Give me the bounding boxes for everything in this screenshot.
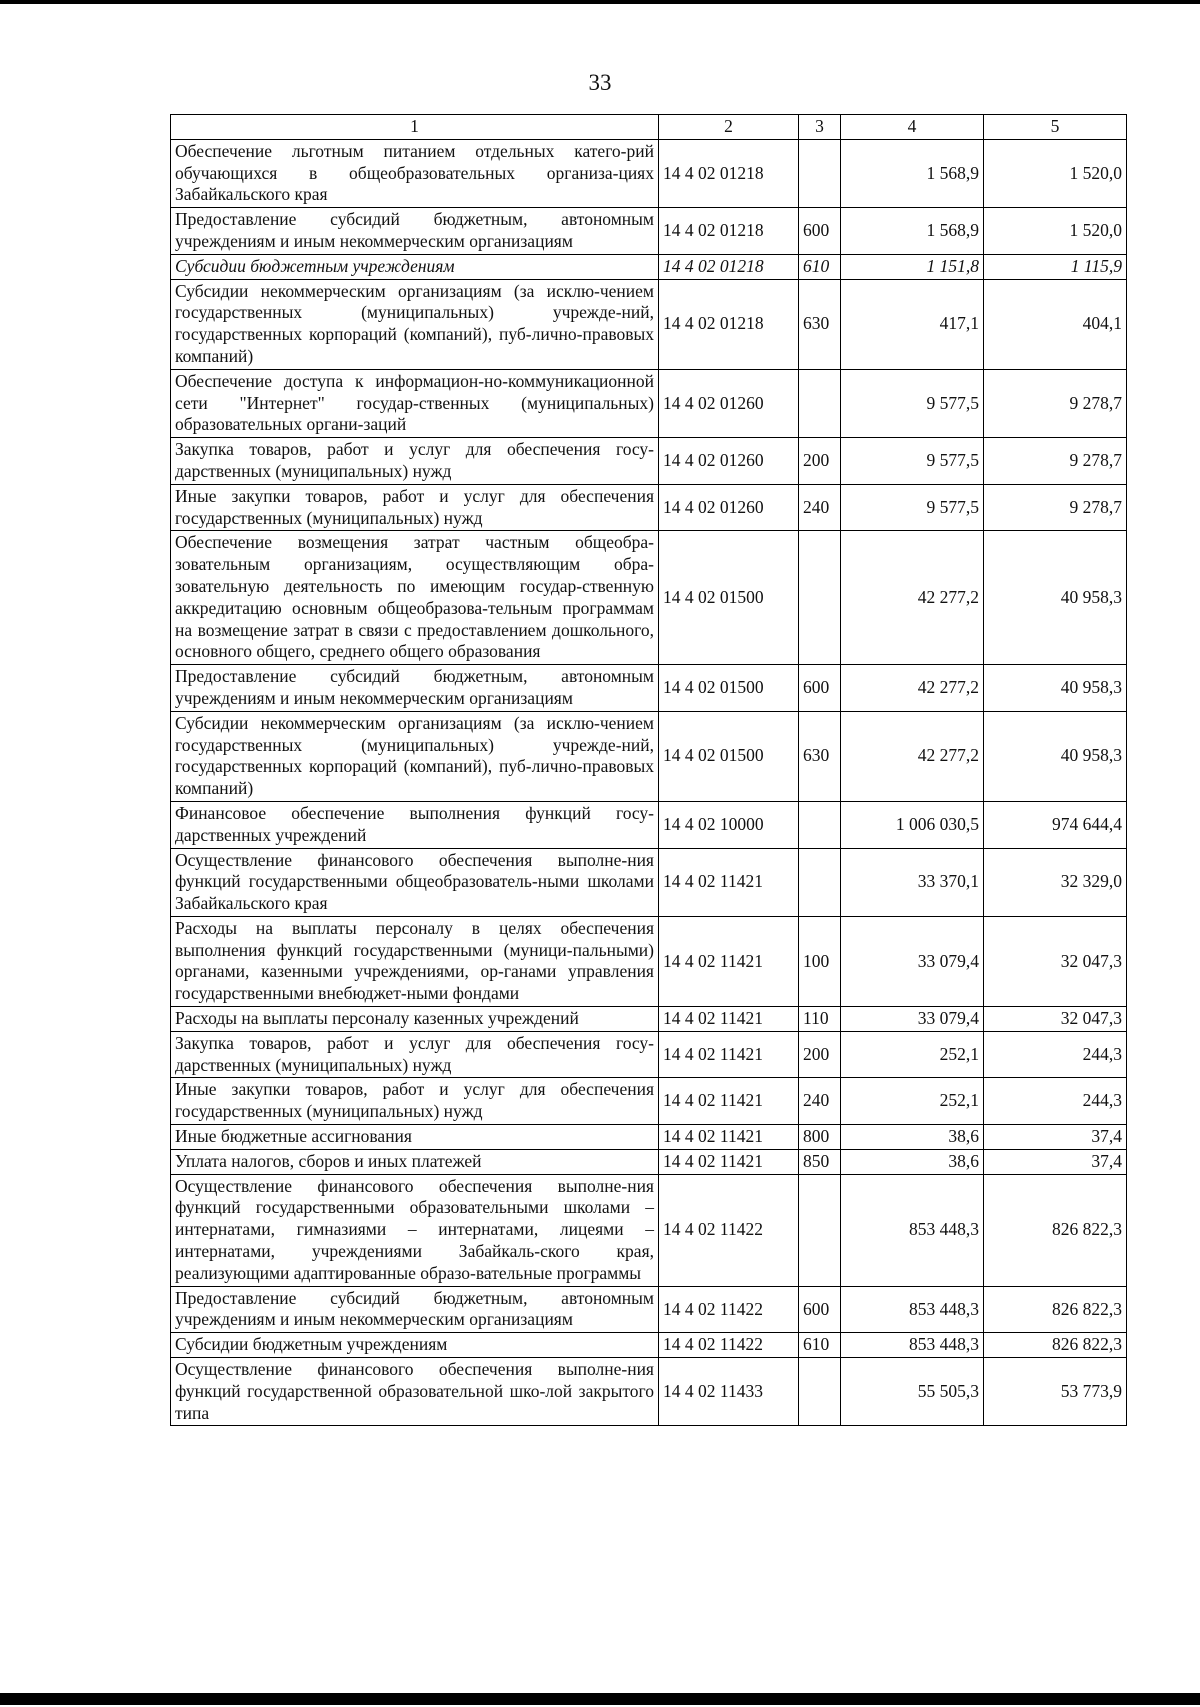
row-code-cell: 14 4 02 11421 bbox=[659, 1007, 799, 1032]
row-amount-col4-cell: 9 577,5 bbox=[841, 369, 984, 437]
table-row bbox=[171, 665, 1127, 712]
table-row bbox=[171, 531, 1127, 665]
row-code-cell: 14 4 02 11421 bbox=[659, 1125, 799, 1150]
top-edge-rule bbox=[0, 0, 1200, 4]
row-name-cell: Субсидии бюджетным учреждениям bbox=[171, 254, 659, 279]
row-expense-type-cell bbox=[799, 139, 841, 207]
row-name-cell: Субсидии некоммерческим организациям (за исклю-чением государственных (муниципальных) учрежде-ний, государственных корпораций (компаний), пуб-лично-правовых компаний) bbox=[171, 711, 659, 801]
column-header-5: 5 bbox=[984, 115, 1127, 140]
row-amount-col4-cell: 1 006 030,5 bbox=[841, 801, 984, 848]
row-amount-col4-cell: 1 568,9 bbox=[841, 208, 984, 255]
table-row bbox=[171, 848, 1127, 916]
table-row bbox=[171, 1149, 1127, 1174]
row-name-cell: Осуществление финансового обеспечения выполне-ния функций государственной образовательной шко-лой закрытого типа bbox=[171, 1358, 659, 1426]
row-amount-col5-cell: 826 822,3 bbox=[984, 1286, 1127, 1333]
row-amount-col4-cell: 42 277,2 bbox=[841, 711, 984, 801]
row-code-cell: 14 4 02 11421 bbox=[659, 1031, 799, 1078]
row-amount-col4-cell: 252,1 bbox=[841, 1078, 984, 1125]
row-expense-type-cell: 110 bbox=[799, 1007, 841, 1032]
row-amount-col5-cell: 826 822,3 bbox=[984, 1333, 1127, 1358]
table-row bbox=[171, 254, 1127, 279]
table-row bbox=[171, 1333, 1127, 1358]
row-name-cell: Уплата налогов, сборов и иных платежей bbox=[171, 1149, 659, 1174]
row-expense-type-cell: 610 bbox=[799, 254, 841, 279]
row-code-cell: 14 4 02 11421 bbox=[659, 1149, 799, 1174]
row-name-cell: Закупка товаров, работ и услуг для обеспечения госу-дарственных (муниципальных) нужд bbox=[171, 438, 659, 485]
row-code-cell: 14 4 02 11421 bbox=[659, 848, 799, 916]
row-expense-type-cell: 240 bbox=[799, 1078, 841, 1125]
row-code-cell: 14 4 02 11422 bbox=[659, 1333, 799, 1358]
row-amount-col4-cell: 55 505,3 bbox=[841, 1358, 984, 1426]
row-code-cell: 14 4 02 11421 bbox=[659, 1078, 799, 1125]
row-expense-type-cell: 800 bbox=[799, 1125, 841, 1150]
row-name-cell: Расходы на выплаты персоналу казенных учреждений bbox=[171, 1007, 659, 1032]
row-code-cell: 14 4 02 11433 bbox=[659, 1358, 799, 1426]
row-name-cell: Предоставление субсидий бюджетным, автономным учреждениям и иным некоммерческим организациям bbox=[171, 665, 659, 712]
table-row bbox=[171, 208, 1127, 255]
row-name-cell: Осуществление финансового обеспечения выполне-ния функций государственными образовательными школами – интернатами, гимназиями – интернатами, лицеями – интернатами, учреждениями Забайкаль-ского края, реализующими адаптированные образо-вательные программы bbox=[171, 1174, 659, 1286]
row-expense-type-cell bbox=[799, 801, 841, 848]
table-row bbox=[171, 369, 1127, 437]
row-amount-col5-cell: 32 047,3 bbox=[984, 916, 1127, 1006]
row-amount-col4-cell: 853 448,3 bbox=[841, 1174, 984, 1286]
row-code-cell: 14 4 02 11421 bbox=[659, 916, 799, 1006]
table-row bbox=[171, 1286, 1127, 1333]
row-name-cell: Расходы на выплаты персоналу в целях обеспечения выполнения функций государственными (муници-пальными) органами, казенными учреждениями, ор-ганами управления государственными внебюджет-ными фондами bbox=[171, 916, 659, 1006]
row-expense-type-cell: 630 bbox=[799, 711, 841, 801]
row-code-cell: 14 4 02 01260 bbox=[659, 484, 799, 531]
row-amount-col4-cell: 42 277,2 bbox=[841, 531, 984, 665]
row-code-cell: 14 4 02 01218 bbox=[659, 208, 799, 255]
row-amount-col5-cell: 37,4 bbox=[984, 1125, 1127, 1150]
table-row bbox=[171, 484, 1127, 531]
row-code-cell: 14 4 02 01218 bbox=[659, 279, 799, 369]
row-amount-col4-cell: 33 370,1 bbox=[841, 848, 984, 916]
row-expense-type-cell: 610 bbox=[799, 1333, 841, 1358]
row-name-cell: Предоставление субсидий бюджетным, автономным учреждениям и иным некоммерческим организациям bbox=[171, 1286, 659, 1333]
row-expense-type-cell: 200 bbox=[799, 438, 841, 485]
bottom-edge-rule bbox=[0, 1693, 1200, 1705]
row-amount-col5-cell: 32 329,0 bbox=[984, 848, 1127, 916]
row-name-cell: Иные закупки товаров, работ и услуг для обеспечения государственных (муниципальных) нужд bbox=[171, 484, 659, 531]
column-header-2: 2 bbox=[659, 115, 799, 140]
row-name-cell: Обеспечение доступа к информацион-но-коммуникационной сети "Интернет" государ-ственных (муниципальных) образовательных органи-заций bbox=[171, 369, 659, 437]
row-amount-col4-cell: 417,1 bbox=[841, 279, 984, 369]
row-amount-col5-cell: 9 278,7 bbox=[984, 438, 1127, 485]
column-header-3: 3 bbox=[799, 115, 841, 140]
table-row bbox=[171, 1078, 1127, 1125]
table-row bbox=[171, 1007, 1127, 1032]
row-expense-type-cell: 100 bbox=[799, 916, 841, 1006]
budget-table bbox=[170, 114, 1127, 1426]
row-expense-type-cell bbox=[799, 1358, 841, 1426]
table-row bbox=[171, 1031, 1127, 1078]
table-row bbox=[171, 711, 1127, 801]
row-expense-type-cell: 600 bbox=[799, 665, 841, 712]
row-name-cell: Иные закупки товаров, работ и услуг для обеспечения государственных (муниципальных) нужд bbox=[171, 1078, 659, 1125]
row-amount-col4-cell: 252,1 bbox=[841, 1031, 984, 1078]
table-row bbox=[171, 139, 1127, 207]
row-amount-col4-cell: 9 577,5 bbox=[841, 438, 984, 485]
row-amount-col5-cell: 826 822,3 bbox=[984, 1174, 1127, 1286]
table-row bbox=[171, 1358, 1127, 1426]
row-amount-col5-cell: 1 520,0 bbox=[984, 208, 1127, 255]
row-amount-col4-cell: 33 079,4 bbox=[841, 916, 984, 1006]
row-amount-col5-cell: 53 773,9 bbox=[984, 1358, 1127, 1426]
page-number: 33 bbox=[588, 70, 612, 95]
row-expense-type-cell bbox=[799, 1174, 841, 1286]
row-expense-type-cell: 200 bbox=[799, 1031, 841, 1078]
row-expense-type-cell: 600 bbox=[799, 208, 841, 255]
table-row bbox=[171, 916, 1127, 1006]
row-code-cell: 14 4 02 01500 bbox=[659, 711, 799, 801]
row-expense-type-cell: 630 bbox=[799, 279, 841, 369]
row-name-cell: Финансовое обеспечение выполнения функций госу-дарственных учреждений bbox=[171, 801, 659, 848]
row-expense-type-cell bbox=[799, 531, 841, 665]
row-code-cell: 14 4 02 10000 bbox=[659, 801, 799, 848]
row-code-cell: 14 4 02 01218 bbox=[659, 139, 799, 207]
row-amount-col4-cell: 42 277,2 bbox=[841, 665, 984, 712]
row-amount-col4-cell: 38,6 bbox=[841, 1149, 984, 1174]
row-name-cell: Обеспечение льготным питанием отдельных катего-рий обучающихся в общеобразовательных организа-циях Забайкальского края bbox=[171, 139, 659, 207]
row-amount-col4-cell: 33 079,4 bbox=[841, 1007, 984, 1032]
row-amount-col5-cell: 244,3 bbox=[984, 1078, 1127, 1125]
row-amount-col5-cell: 40 958,3 bbox=[984, 531, 1127, 665]
row-expense-type-cell bbox=[799, 369, 841, 437]
row-amount-col5-cell: 1 520,0 bbox=[984, 139, 1127, 207]
table-row bbox=[171, 1125, 1127, 1150]
row-expense-type-cell bbox=[799, 848, 841, 916]
row-amount-col4-cell: 853 448,3 bbox=[841, 1333, 984, 1358]
table-row bbox=[171, 279, 1127, 369]
row-name-cell: Субсидии бюджетным учреждениям bbox=[171, 1333, 659, 1358]
row-name-cell: Обеспечение возмещения затрат частным общеобра-зовательным организациям, осуществляющим обра-зовательную деятельность по имеющим государ-ственную аккредитацию основным общеобразова-тельным программам на возмещение затрат в связи с предоставлением дошкольного, основного общего, среднего общего образования bbox=[171, 531, 659, 665]
row-amount-col5-cell: 974 644,4 bbox=[984, 801, 1127, 848]
table-row bbox=[171, 801, 1127, 848]
row-amount-col5-cell: 32 047,3 bbox=[984, 1007, 1127, 1032]
table-header-row bbox=[171, 115, 1127, 140]
row-amount-col4-cell: 38,6 bbox=[841, 1125, 984, 1150]
row-amount-col4-cell: 1 151,8 bbox=[841, 254, 984, 279]
row-amount-col5-cell: 40 958,3 bbox=[984, 711, 1127, 801]
row-code-cell: 14 4 02 01500 bbox=[659, 531, 799, 665]
row-code-cell: 14 4 02 01500 bbox=[659, 665, 799, 712]
table-row bbox=[171, 1174, 1127, 1286]
row-name-cell: Закупка товаров, работ и услуг для обеспечения госу-дарственных (муниципальных) нужд bbox=[171, 1031, 659, 1078]
column-header-4: 4 bbox=[841, 115, 984, 140]
row-code-cell: 14 4 02 01218 bbox=[659, 254, 799, 279]
row-expense-type-cell: 850 bbox=[799, 1149, 841, 1174]
row-name-cell: Осуществление финансового обеспечения выполне-ния функций государственными общеобразователь-ными школами Забайкальского края bbox=[171, 848, 659, 916]
row-code-cell: 14 4 02 01260 bbox=[659, 438, 799, 485]
row-amount-col4-cell: 853 448,3 bbox=[841, 1286, 984, 1333]
row-amount-col5-cell: 9 278,7 bbox=[984, 369, 1127, 437]
row-amount-col5-cell: 244,3 bbox=[984, 1031, 1127, 1078]
table-row bbox=[171, 438, 1127, 485]
row-amount-col5-cell: 37,4 bbox=[984, 1149, 1127, 1174]
row-amount-col5-cell: 404,1 bbox=[984, 279, 1127, 369]
row-code-cell: 14 4 02 01260 bbox=[659, 369, 799, 437]
row-code-cell: 14 4 02 11422 bbox=[659, 1174, 799, 1286]
column-header-1: 1 bbox=[171, 115, 659, 140]
row-name-cell: Иные бюджетные ассигнования bbox=[171, 1125, 659, 1150]
row-amount-col5-cell: 40 958,3 bbox=[984, 665, 1127, 712]
row-amount-col5-cell: 9 278,7 bbox=[984, 484, 1127, 531]
row-name-cell: Субсидии некоммерческим организациям (за исклю-чением государственных (муниципальных) учрежде-ний, государственных корпораций (компаний), пуб-лично-правовых компаний) bbox=[171, 279, 659, 369]
row-amount-col4-cell: 1 568,9 bbox=[841, 139, 984, 207]
row-name-cell: Предоставление субсидий бюджетным, автономным учреждениям и иным некоммерческим организациям bbox=[171, 208, 659, 255]
row-expense-type-cell: 240 bbox=[799, 484, 841, 531]
row-amount-col4-cell: 9 577,5 bbox=[841, 484, 984, 531]
row-expense-type-cell: 600 bbox=[799, 1286, 841, 1333]
row-amount-col5-cell: 1 115,9 bbox=[984, 254, 1127, 279]
row-code-cell: 14 4 02 11422 bbox=[659, 1286, 799, 1333]
